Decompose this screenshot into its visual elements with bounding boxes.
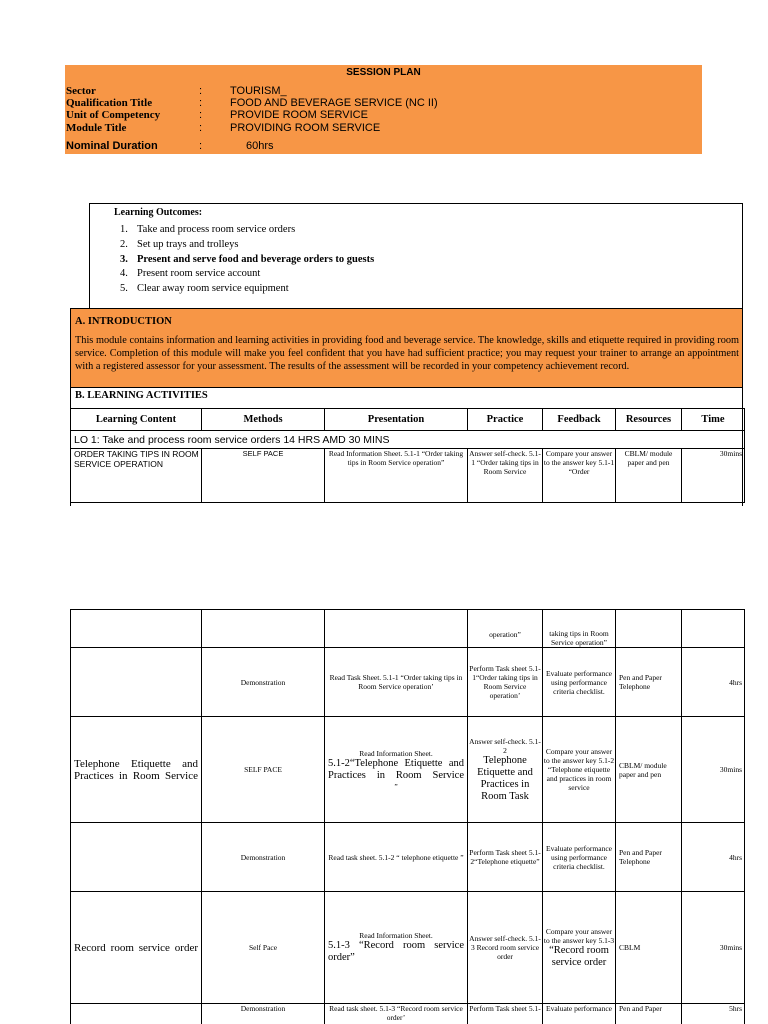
cell-resources: CBLM xyxy=(616,892,682,1004)
list-text: Set up trays and trolleys xyxy=(137,238,239,250)
colon: : xyxy=(199,122,203,134)
cell-presentation xyxy=(325,610,468,648)
header-presentation: Presentation xyxy=(325,409,468,431)
cell-content: Telephone Etiquette and Practices in Room Service xyxy=(71,717,202,823)
colon: : xyxy=(199,85,203,97)
introduction-section xyxy=(70,308,743,388)
presentation-end: ” xyxy=(394,781,398,791)
duration-label: Nominal Duration xyxy=(66,140,158,152)
cell-presentation xyxy=(325,717,468,823)
list-item xyxy=(120,223,374,238)
header-practice: Practice xyxy=(468,409,543,431)
colon: : xyxy=(199,140,203,152)
cell-feedback: Evaluate performance using performance criteria checklist. xyxy=(543,648,616,717)
cell-feedback xyxy=(543,892,616,1004)
cell-presentation: Read task sheet. 5.1-2 “ telephone etiquette ” xyxy=(325,823,468,892)
cell-content xyxy=(71,823,202,892)
cell-resources xyxy=(616,610,682,648)
list-text: Clear away room service equipment xyxy=(137,283,289,295)
cell-feedback: Evaluate performance using performance criteria checklist. xyxy=(543,823,616,892)
list-number: 5. xyxy=(120,283,128,295)
cell-practice xyxy=(468,717,543,823)
cell-practice: Perform Task sheet 5.1-2“Telephone etiquette” xyxy=(468,823,543,892)
table-row xyxy=(71,1004,745,1024)
list-text: Present and serve food and beverage orders to guests xyxy=(137,253,375,265)
cell-method: SELF PACE xyxy=(202,717,325,823)
cell-practice: Answer self-check. 5.1-1 “Order taking tips in Room Service xyxy=(468,449,543,503)
list-number: 3. xyxy=(120,253,128,265)
cell-practice: operation” xyxy=(468,610,543,648)
cell-time: 30mins xyxy=(682,892,745,1004)
presentation-small: Read Information Sheet. xyxy=(359,748,433,758)
session-plan-header xyxy=(65,65,702,154)
list-item xyxy=(120,253,374,268)
lo1-title: LO 1: Take and process room service orders 14 HRS AMD 30 MINS xyxy=(71,431,745,449)
unit-value: PROVIDE ROOM SERVICE xyxy=(230,109,368,121)
cell-method: Demonstration xyxy=(202,823,325,892)
table-row xyxy=(71,648,745,717)
cell-content xyxy=(71,610,202,648)
learning-outcomes-box xyxy=(89,203,743,308)
session-plan-title: SESSION PLAN xyxy=(346,67,421,78)
header-learning-content: Learning Content xyxy=(71,409,202,431)
cell-resources: Pen and Paper Telephone xyxy=(616,823,682,892)
practice-small: Answer self-check. 5.1-2 xyxy=(469,736,541,755)
cell-feedback: Evaluate performance xyxy=(543,1004,616,1024)
cell-content: ORDER TAKING TIPS IN ROOM SERVICE OPERATION xyxy=(71,449,202,503)
learning-activities-table xyxy=(70,408,745,503)
colon: : xyxy=(199,109,203,121)
table-row xyxy=(71,892,745,1004)
cell-resources: Pen and Paper xyxy=(616,1004,682,1024)
table-row xyxy=(71,717,745,823)
sector-value: TOURISM_ xyxy=(230,85,287,97)
cell-feedback: Compare your answer to the answer key 5.1-1 “Order xyxy=(543,449,616,503)
cell-feedback: Compare your answer to the answer key 5.1-2 “Telephone etiquette and practices in room service xyxy=(543,717,616,823)
cell-method: Self Pace xyxy=(202,892,325,1004)
list-text: Take and process room service orders xyxy=(137,224,296,235)
module-label: Module Title xyxy=(66,122,127,134)
sector-label: Sector xyxy=(66,85,96,97)
cell-practice: Perform Task sheet 5.1- xyxy=(468,1004,543,1024)
header-feedback: Feedback xyxy=(543,409,616,431)
cell-content xyxy=(71,1004,202,1024)
cell-method xyxy=(202,610,325,648)
cell-presentation: Read Task Sheet. 5.1-1 “Order taking tips in Room Service operation’ xyxy=(325,648,468,717)
table-header-row xyxy=(71,409,745,431)
cell-time: 30mins xyxy=(682,449,745,503)
cell-method: SELF PACE xyxy=(202,449,325,503)
qualification-label: Qualification Title xyxy=(66,97,153,109)
list-item xyxy=(120,282,374,297)
lo1-row xyxy=(71,431,745,449)
cell-time: 30mins xyxy=(682,717,745,823)
cell-presentation: Read Information Sheet. 5.1-1 “Order taking tips in Room Service operation” xyxy=(325,449,468,503)
cell-resources: CBLM/ module paper and pen xyxy=(616,717,682,823)
table-row xyxy=(71,610,745,648)
presentation-big: 5.1-3 “Record room service order” xyxy=(328,940,464,963)
cell-time: 5hrs xyxy=(682,1004,745,1024)
module-value: PROVIDING ROOM SERVICE xyxy=(230,122,381,134)
header-resources: Resources xyxy=(616,409,682,431)
list-number: 2. xyxy=(120,238,128,250)
cell-resources: Pen and Paper Telephone xyxy=(616,648,682,717)
cell-time: 4hrs xyxy=(682,823,745,892)
list-number: 1. xyxy=(120,224,128,235)
list-text: Present room service account xyxy=(137,268,261,280)
duration-value: 60hrs xyxy=(246,140,274,152)
cell-feedback: taking tips in Room Service operation” xyxy=(543,610,616,648)
table-row xyxy=(71,823,745,892)
learning-outcomes-list xyxy=(120,223,374,297)
list-item xyxy=(120,267,374,282)
unit-label: Unit of Competency xyxy=(66,109,161,121)
header-methods: Methods xyxy=(202,409,325,431)
unit-row xyxy=(65,109,702,122)
feedback-big: “Record room service order xyxy=(549,944,609,968)
learning-outcomes-title: Learning Outcomes: xyxy=(114,207,203,218)
cell-time xyxy=(682,610,745,648)
module-row xyxy=(65,122,702,135)
presentation-small: Read Information Sheet. xyxy=(359,931,433,940)
presentation-big: 5.1-2“Telephone Etiquette and Practices in Room Service xyxy=(328,757,464,781)
cell-resources: CBLM/ module paper and pen xyxy=(616,449,682,503)
qualification-value: FOOD AND BEVERAGE SERVICE (NC II) xyxy=(230,97,438,109)
cell-content xyxy=(71,648,202,717)
colon: : xyxy=(199,97,203,109)
list-number: 4. xyxy=(120,268,128,280)
introduction-text: This module contains information and learning activities in providing food and beverage service. The knowledge, skills and etiquette required in providing room service. Completion of this module will make you feel confident that you have had sufficient practice; you may request your trainer to arrange an appointment with a registered assessor for your assessment. The results of the assessment will be recorded in your competency achievement record. xyxy=(75,335,739,372)
duration-row xyxy=(65,140,702,153)
list-item xyxy=(120,238,374,253)
cell-presentation: Read task sheet. 5.1-3 “Record room service order’ xyxy=(325,1004,468,1024)
cell-practice: Perform Task sheet 5.1-1“Order taking tips in Room Service operation’ xyxy=(468,648,543,717)
introduction-title: A. INTRODUCTION xyxy=(75,316,172,327)
cell-practice: Answer self-check. 5.1-3 Record room service order xyxy=(468,892,543,1004)
cell-presentation xyxy=(325,892,468,1004)
feedback-small: Compare your answer to the answer key 5.1-3 xyxy=(543,926,615,945)
cell-method: Demonstration xyxy=(202,648,325,717)
table-row xyxy=(71,449,745,503)
continued-activities-table xyxy=(70,609,745,1024)
cell-method: Demonstration xyxy=(202,1004,325,1024)
cell-content: Record room service order xyxy=(71,892,202,1004)
learning-activities-title: B. LEARNING ACTIVITIES xyxy=(75,390,208,401)
cell-time: 4hrs xyxy=(682,648,745,717)
practice-big: Telephone Etiquette and Practices in Room Task xyxy=(477,754,533,802)
header-time: Time xyxy=(682,409,745,431)
